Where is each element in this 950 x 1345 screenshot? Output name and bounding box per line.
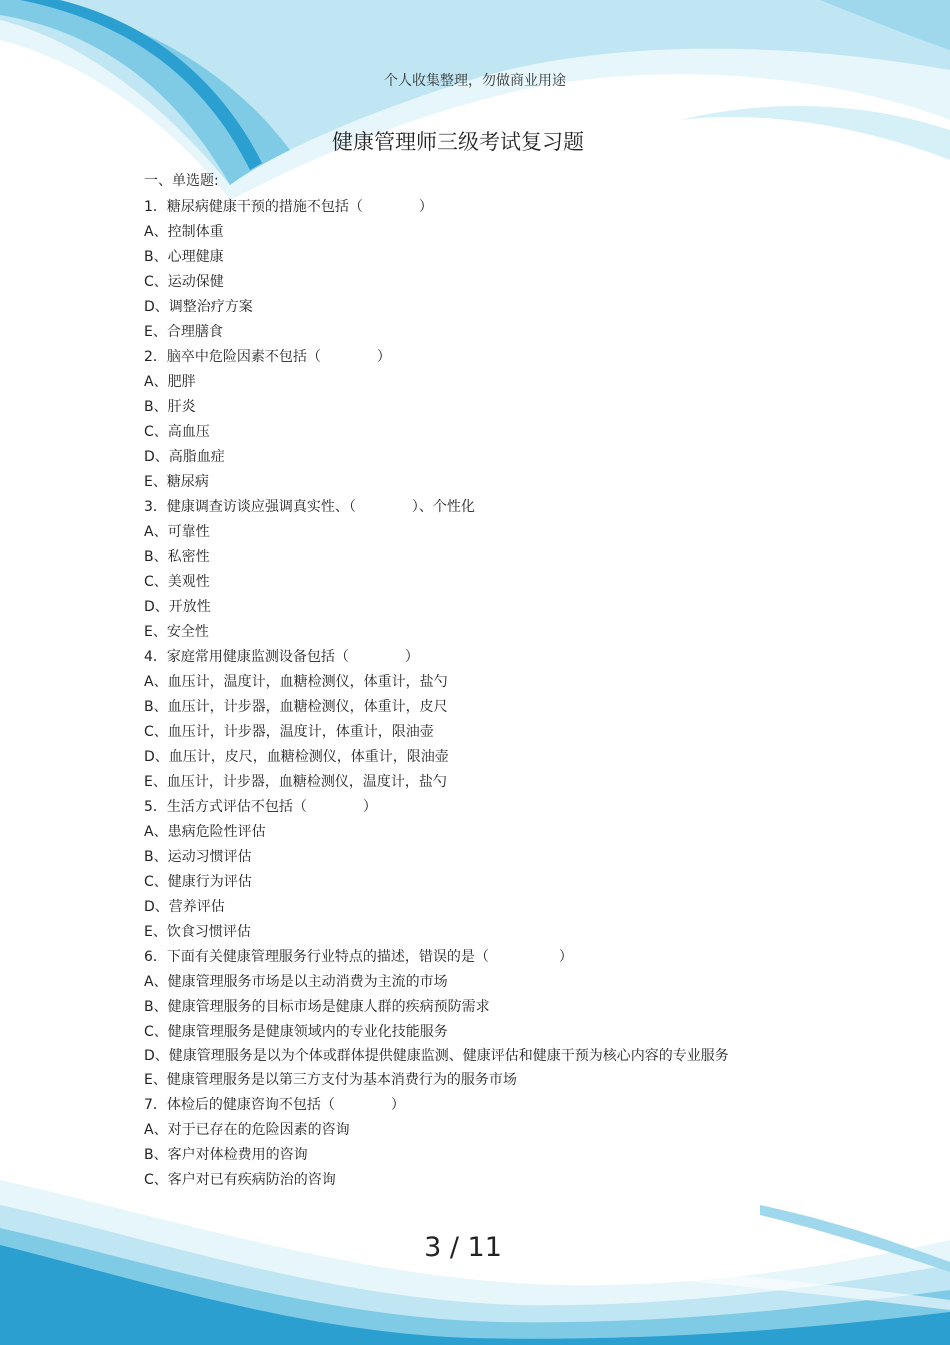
answer-option: D、血压计，皮尺，血糖检测仪，体重计，限油壶 — [144, 749, 449, 765]
question-stem: 3．健康调查访谈应强调真实性、（ ）、个性化 — [144, 499, 475, 515]
question-list — [144, 195, 744, 1193]
answer-option: D、高脂血症 — [144, 449, 225, 465]
page-number: 3 / 11 — [424, 1232, 502, 1263]
answer-option: A、健康管理服务市场是以主动消费为主流的市场 — [144, 974, 448, 990]
answer-option: E、健康管理服务是以第三方支付为基本消费行为的服务市场 — [144, 1072, 517, 1088]
answer-option: E、合理膳食 — [144, 324, 223, 340]
answer-option: E、安全性 — [144, 624, 209, 640]
section-heading: 一、单选题: — [144, 173, 219, 189]
answer-option: D、开放性 — [144, 599, 211, 615]
answer-option: C、血压计，计步器，温度计，体重计，限油壶 — [144, 724, 434, 740]
question-item — [144, 945, 744, 1093]
answer-option: E、血压计，计步器，血糖检测仪，温度计，盐勺 — [144, 774, 447, 790]
answer-option: B、私密性 — [144, 549, 210, 565]
answer-option: A、可靠性 — [144, 524, 210, 540]
answer-option: E、饮食习惯评估 — [144, 924, 251, 940]
question-item — [144, 345, 744, 495]
answer-option: C、健康行为评估 — [144, 874, 252, 890]
answer-option: B、健康管理服务的目标市场是健康人群的疾病预防需求 — [144, 999, 490, 1015]
question-stem: 5．生活方式评估不包括（ ） — [144, 799, 377, 815]
answer-option: B、客户对体检费用的咨询 — [144, 1147, 308, 1163]
answer-option: B、肝炎 — [144, 399, 196, 415]
answer-option: A、患病危险性评估 — [144, 824, 266, 840]
question-stem: 1．糖尿病健康干预的措施不包括（ ） — [144, 199, 433, 215]
answer-option: A、对于已存在的危险因素的咨询 — [144, 1122, 350, 1138]
question-item — [144, 1093, 744, 1193]
answer-option: A、控制体重 — [144, 224, 224, 240]
answer-option: C、客户对已有疾病防治的咨询 — [144, 1172, 336, 1188]
answer-option: A、肥胖 — [144, 374, 196, 390]
question-stem: 2．脑卒中危险因素不包括（ ） — [144, 349, 391, 365]
answer-option: C、运动保健 — [144, 274, 224, 290]
answer-option: B、血压计，计步器，血糖检测仪，体重计，皮尺 — [144, 699, 448, 715]
answer-option: E、糖尿病 — [144, 474, 209, 490]
answer-option: A、血压计，温度计，血糖检测仪，体重计，盐勺 — [144, 674, 448, 690]
answer-option: B、心理健康 — [144, 249, 224, 265]
watermark-text: 个人收集整理，勿做商业用途 — [384, 73, 566, 89]
answer-option: C、美观性 — [144, 574, 210, 590]
document-title: 健康管理师三级考试复习题 — [332, 130, 584, 154]
question-item — [144, 195, 744, 345]
answer-option: D、调整治疗方案 — [144, 299, 253, 315]
question-stem: 6．下面有关健康管理服务行业特点的描述，错误的是（ ） — [144, 949, 573, 965]
question-item — [144, 795, 744, 945]
question-stem: 4．家庭常用健康监测设备包括（ ） — [144, 649, 419, 665]
question-item — [144, 645, 744, 795]
answer-option: D、健康管理服务是以为个体或群体提供健康监测、健康评估和健康干预为核心内容的专业服务 — [144, 1048, 729, 1064]
answer-option: C、高血压 — [144, 424, 210, 440]
question-stem: 7．体检后的健康咨询不包括（ ） — [144, 1097, 405, 1113]
answer-option: B、运动习惯评估 — [144, 849, 252, 865]
answer-option: C、健康管理服务是健康领域内的专业化技能服务 — [144, 1024, 448, 1040]
answer-option: D、营养评估 — [144, 899, 225, 915]
question-item — [144, 495, 744, 645]
